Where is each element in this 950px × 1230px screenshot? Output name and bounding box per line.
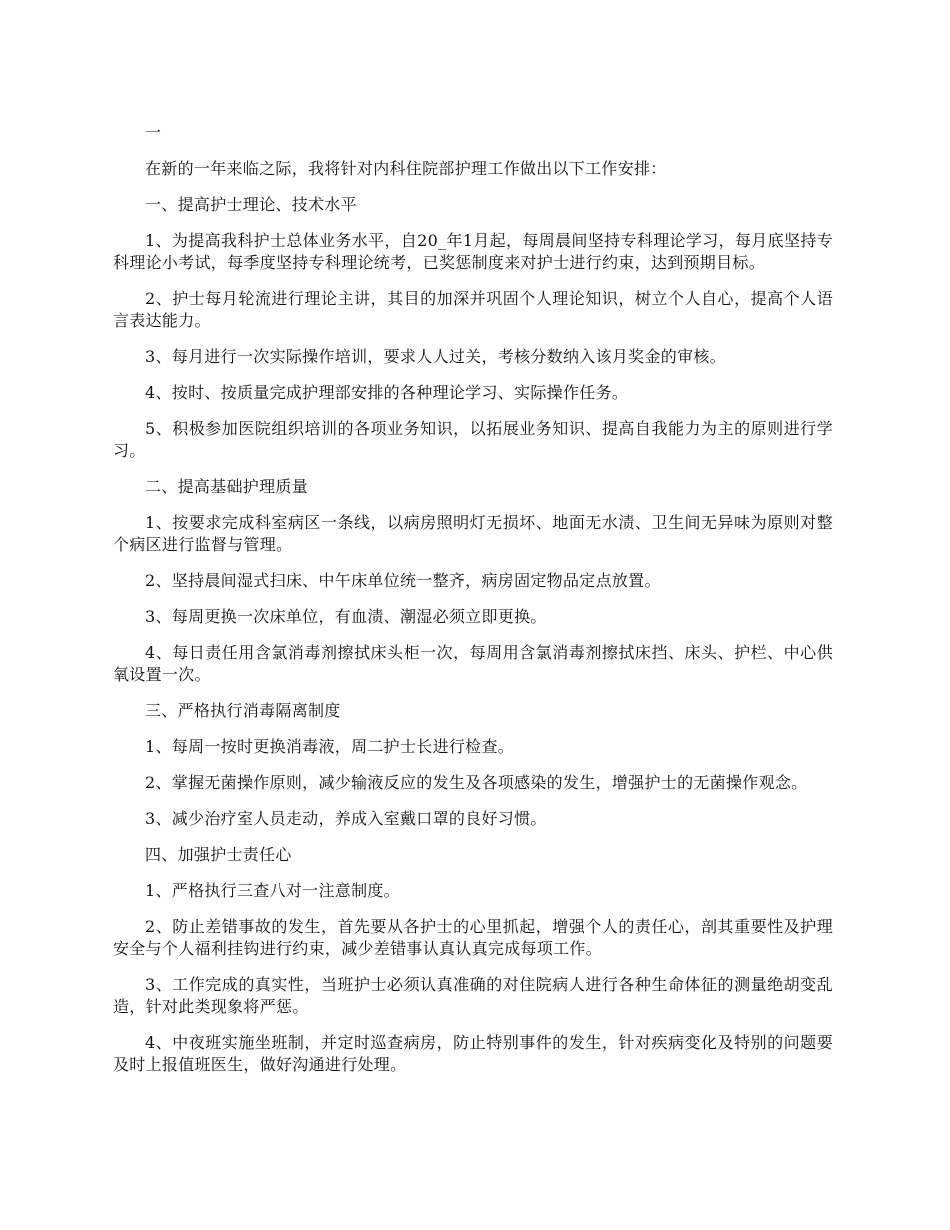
section-heading-3: 三、严格执行消毒隔离制度 — [145, 701, 341, 720]
paragraph-3-3: 3、减少治疗室人员走动，养成入室戴口罩的良好习惯。 — [145, 809, 547, 828]
paragraph-3-2: 2、掌握无菌操作原则，减少输液反应的发生及各项感染的发生，增强护士的无菌操作观念。 — [145, 773, 808, 792]
section-marker: 一 — [145, 123, 162, 142]
paragraph-4-1: 1、严格执行三查八对一注意制度。 — [145, 881, 400, 900]
document-body — [113, 122, 833, 1090]
intro-paragraph: 在新的一年来临之际，我将针对内科住院部护理工作做出以下工作安排： — [145, 159, 667, 178]
section-heading-2: 二、提高基础护理质量 — [145, 477, 309, 496]
paragraph-2-3: 3、每周更换一次床单位，有血渍、潮湿必须立即更换。 — [145, 607, 547, 626]
section-heading-4: 四、加强护士责任心 — [145, 845, 292, 864]
paragraph-1-4: 4、按时、按质量完成护理部安排的各种理论学习、实际操作任务。 — [145, 383, 629, 402]
paragraph-1-2: 2、护士每月轮流进行理论主讲，其目的加深并巩固个人理论知识，树立个人自心，提高个人语言表达能力。 — [113, 289, 833, 330]
paragraph-4-4: 4、中夜班实施坐班制，并定时巡查病房，防止特别事件的发生，针对疾病变化及特别的问题要及时上报值班医生，做好沟通进行处理。 — [113, 1033, 833, 1074]
paragraph-2-1: 1、按要求完成科室病区一条线，以病房照明灯无损坏、地面无水渍、卫生间无异味为原则对整个病区进行监督与管理。 — [113, 513, 833, 554]
paragraph-2-2: 2、坚持晨间湿式扫床、中午床单位统一整齐，病房固定物品定点放置。 — [145, 571, 661, 590]
paragraph-1-3: 3、每月进行一次实际操作培训，要求人人过关，考核分数纳入该月奖金的审核。 — [145, 347, 726, 366]
paragraph-2-4: 4、每日责任用含氯消毒剂擦拭床头柜一次，每周用含氯消毒剂擦拭床挡、床头、护栏、中心供氧设置一次。 — [113, 643, 833, 684]
section-heading-1: 一、提高护士理论、技术水平 — [145, 195, 357, 214]
paragraph-4-2: 2、防止差错事故的发生，首先要从各护士的心里抓起，增强个人的责任心，剖其重要性及护理安全与个人福利挂钩进行约束，减少差错事认真认真完成每项工作。 — [113, 917, 833, 958]
paragraph-4-3: 3、工作完成的真实性，当班护士必须认真准确的对住院病人进行各种生命体征的测量绝胡变乱造，针对此类现象将严惩。 — [113, 975, 833, 1016]
paragraph-1-1: 1、为提高我科护士总体业务水平，自20_年1月起，每周晨间坚持专科理论学习，每月底坚持专科理论小考试，每季度坚持专科理论统考，已奖惩制度来对护士进行约束，达到预期目标。 — [113, 231, 833, 272]
paragraph-3-1: 1、每周一按时更换消毒液，周二护士长进行检查。 — [145, 737, 515, 756]
paragraph-1-5: 5、积极参加医院组织培训的各项业务知识，以拓展业务知识、提高自我能力为主的原则进行学习。 — [113, 419, 833, 460]
